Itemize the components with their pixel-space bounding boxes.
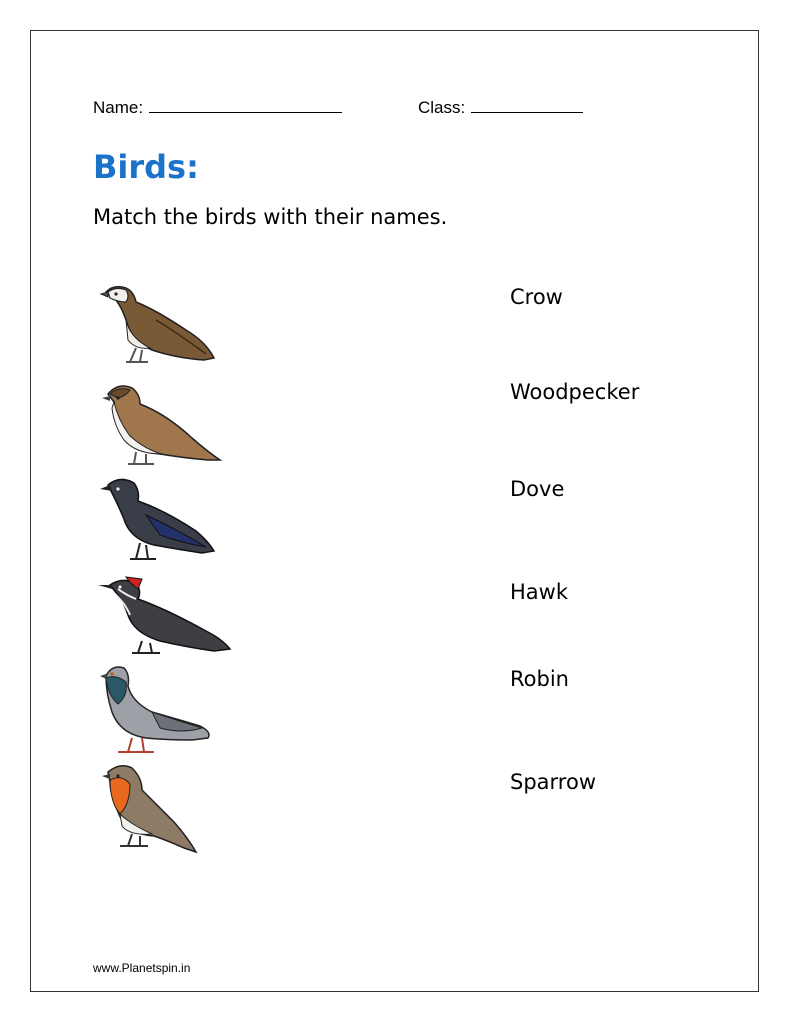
name-option-4: Hawk bbox=[510, 580, 568, 604]
name-option-2: Woodpecker bbox=[510, 380, 640, 404]
class-label: Class: bbox=[418, 98, 466, 117]
website-footer: www.Planetspin.in bbox=[93, 961, 191, 975]
name-option-3: Dove bbox=[510, 477, 565, 501]
instruction-text: Match the birds with their names. bbox=[93, 205, 448, 229]
robin-image bbox=[96, 762, 236, 856]
worksheet-title: Birds: bbox=[93, 148, 199, 186]
hawk-image bbox=[96, 280, 236, 372]
name-label: Name: bbox=[93, 98, 144, 117]
class-field bbox=[418, 96, 583, 118]
crow-image bbox=[96, 475, 236, 565]
name-option-6: Sparrow bbox=[510, 770, 596, 794]
class-blank-line[interactable] bbox=[471, 96, 583, 113]
name-field bbox=[93, 96, 342, 118]
woodpecker-image bbox=[96, 575, 236, 657]
dove-image bbox=[96, 662, 236, 758]
name-blank-line[interactable] bbox=[149, 96, 342, 113]
name-option-1: Crow bbox=[510, 285, 563, 309]
sparrow-image bbox=[96, 380, 236, 470]
name-option-5: Robin bbox=[510, 667, 569, 691]
